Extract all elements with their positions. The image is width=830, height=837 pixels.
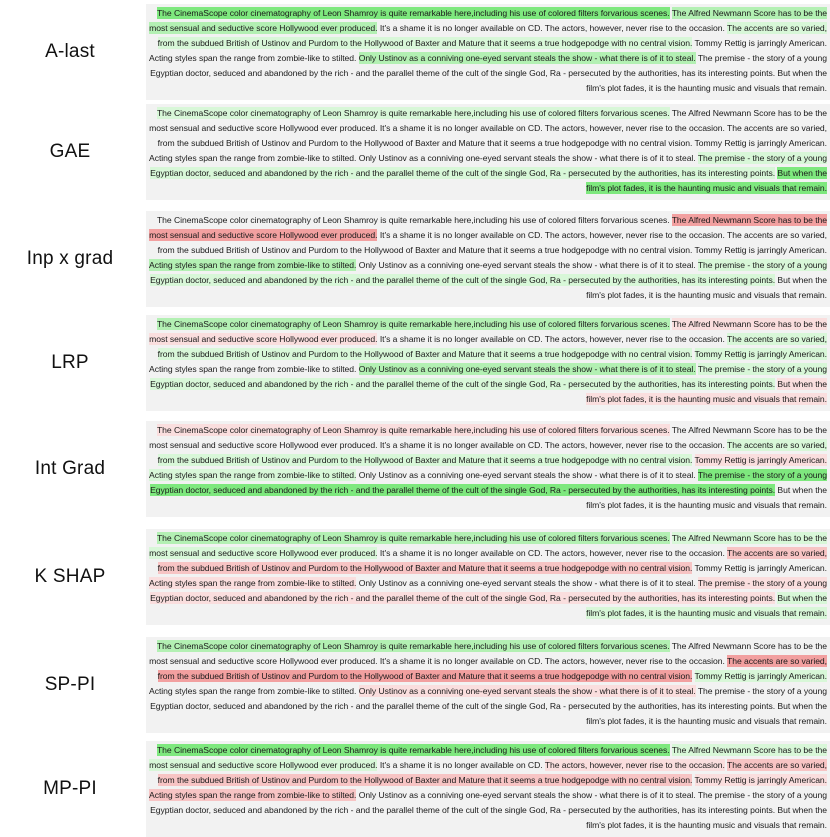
sentence-segment: Acting styles span the range from zombie-like to stilted. [149,790,357,800]
sentence-segment: Tommy Rettig is jarringly American. [694,138,827,148]
sentence-segment: The actors, however, never rise to the occasion. [544,123,725,133]
sentence-segment: Tommy Rettig is jarringly American. [694,563,827,573]
sentence-segment: The Alfred Newmann Score has to be the most sensual and seductive score Hollywood ever produced. [149,425,827,450]
highlighted-text-panel [146,637,830,733]
method-label: SP-PI [44,674,96,695]
sentence-segment: The Alfred Newmann Score has to be the most sensual and seductive score Hollywood ever produced. [149,215,827,240]
highlighted-text-panel [146,315,830,411]
sentence-segment: The accents are so varied, from the subdued British of Ustinov and Purdom to the Hollywood of Baxter and Mature that it seems a true hodgepodge with no central vision. [157,123,827,148]
sentence-segment: The CinemaScope color cinematography of Leon Shamroy is quite remarkable here,including his use of colored filters forvarious scenes. [156,533,670,543]
sentence-segment: Acting styles span the range from zombie-like to stilted. [149,686,357,696]
sentence-segment: Acting styles span the range from zombie-like to stilted. [149,153,357,163]
method-label: Inp x grad [26,248,114,269]
sentence-segment: Only Ustinov as a conniving one-eyed servant steals the show - what there is of it to steal. [358,53,696,63]
sentence-segment: The premise - the story of a young Egyptian doctor, seduced and abandoned by the rich - and the parallel theme of the cult of the single God, Ra - persecuted by the authorities, has its interesting points. [150,578,827,603]
sentence-segment: Acting styles span the range from zombie-like to stilted. [149,53,357,63]
sentence-segment: The CinemaScope color cinematography of Leon Shamroy is quite remarkable here,including his use of colored filters forvarious scenes. [156,319,670,329]
sentence-segment: Acting styles span the range from zombie-like to stilted. [149,364,357,374]
method-label: A-last [45,41,95,62]
sentence-segment: The Alfred Newmann Score has to be the most sensual and seductive score Hollywood ever produced. [149,641,827,666]
sentence-segment: Only Ustinov as a conniving one-eyed servant steals the show - what there is of it to steal. [358,686,696,696]
highlighted-text-panel [146,741,830,837]
sentence-segment: The actors, however, never rise to the occasion. [544,760,725,770]
sentence-segment: Only Ustinov as a conniving one-eyed servant steals the show - what there is of it to steal. [358,364,696,374]
sentence-segment: The Alfred Newmann Score has to be the most sensual and seductive score Hollywood ever produced. [149,319,827,344]
sentence-segment: The actors, however, never rise to the occasion. [544,548,725,558]
sentence-segment: Tommy Rettig is jarringly American. [694,245,827,255]
method-label: K SHAP [34,566,106,587]
sentence-segment: Only Ustinov as a conniving one-eyed servant steals the show - what there is of it to steal. [358,790,696,800]
sentence-segment: The actors, however, never rise to the occasion. [544,230,725,240]
method-row [0,529,830,625]
sentence-segment: It's a shame it is no longer available on CD. [379,230,543,240]
sentence-segment: The CinemaScope color cinematography of Leon Shamroy is quite remarkable here,including his use of colored filters forvarious scenes. [156,108,670,118]
sentence-segment: It's a shame it is no longer available on CD. [379,656,543,666]
sentence-segment: The Alfred Newmann Score has to be the most sensual and seductive score Hollywood ever produced. [149,533,827,558]
sentence-segment: But when the film's plot fades, it is the haunting music and visuals that remain. [586,701,827,726]
sentence-segment: Acting styles span the range from zombie-like to stilted. [149,260,357,270]
sentence-segment: The premise - the story of a young Egyptian doctor, seduced and abandoned by the rich - and the parallel theme of the cult of the single God, Ra - persecuted by the authorities, has its interesting points. [150,364,827,389]
sentence-segment: Tommy Rettig is jarringly American. [694,349,827,359]
method-row [0,741,830,837]
method-row [0,104,830,200]
method-label: LRP [51,352,89,373]
sentence-segment: It's a shame it is no longer available on CD. [379,760,543,770]
sentence-segment: Tommy Rettig is jarringly American. [694,775,827,785]
sentence-segment: Acting styles span the range from zombie-like to stilted. [149,470,357,480]
sentence-segment: The premise - the story of a young Egyptian doctor, seduced and abandoned by the rich - and the parallel theme of the cult of the single God, Ra - persecuted by the authorities, has its interesting points. [150,53,827,78]
sentence-segment: The premise - the story of a young Egyptian doctor, seduced and abandoned by the rich - and the parallel theme of the cult of the single God, Ra - persecuted by the authorities, has its interesting points. [150,686,827,711]
sentence-segment: But when the film's plot fades, it is the haunting music and visuals that remain. [586,275,827,300]
sentence-segment: The Alfred Newmann Score has to be the most sensual and seductive score Hollywood ever produced. [149,745,827,770]
sentence-segment: The premise - the story of a young Egyptian doctor, seduced and abandoned by the rich - and the parallel theme of the cult of the single God, Ra - persecuted by the authorities, has its interesting points. [150,153,827,178]
sentence-segment: Only Ustinov as a conniving one-eyed servant steals the show - what there is of it to steal. [358,578,696,588]
sentence-segment: The accents are so varied, from the subdued British of Ustinov and Purdom to the Hollywood of Baxter and Mature that it seems a true hodgepodge with no central vision. [157,656,827,681]
sentence-segment: It's a shame it is no longer available on CD. [379,123,543,133]
sentence-segment: But when the film's plot fades, it is the haunting music and visuals that remain. [586,485,827,510]
highlighted-text-panel [146,4,830,100]
sentence-segment: The accents are so varied, from the subdued British of Ustinov and Purdom to the Hollywood of Baxter and Mature that it seems a true hodgepodge with no central vision. [157,230,827,255]
sentence-segment: The actors, however, never rise to the occasion. [544,656,725,666]
method-row [0,4,830,100]
sentence-segment: But when the film's plot fades, it is the haunting music and visuals that remain. [586,168,827,193]
method-row [0,421,830,517]
method-row [0,211,830,307]
sentence-segment: The CinemaScope color cinematography of Leon Shamroy is quite remarkable here,including his use of colored filters forvarious scenes. [156,425,670,435]
sentence-segment: It's a shame it is no longer available on CD. [379,440,543,450]
method-row [0,315,830,411]
sentence-segment: Tommy Rettig is jarringly American. [694,455,827,465]
method-label: MP-PI [43,778,97,799]
sentence-segment: But when the film's plot fades, it is the haunting music and visuals that remain. [586,593,827,618]
sentence-segment: The accents are so varied, from the subdued British of Ustinov and Purdom to the Hollywood of Baxter and Mature that it seems a true hodgepodge with no central vision. [157,334,827,359]
sentence-segment: Tommy Rettig is jarringly American. [694,671,827,681]
sentence-segment: It's a shame it is no longer available on CD. [379,548,543,558]
sentence-segment: The accents are so varied, from the subdued British of Ustinov and Purdom to the Hollywood of Baxter and Mature that it seems a true hodgepodge with no central vision. [157,23,827,48]
sentence-segment: The CinemaScope color cinematography of Leon Shamroy is quite remarkable here,including his use of colored filters forvarious scenes. [156,215,670,225]
sentence-segment: The premise - the story of a young Egyptian doctor, seduced and abandoned by the rich - and the parallel theme of the cult of the single God, Ra - persecuted by the authorities, has its interesting points. [150,260,827,285]
highlighted-text-panel [146,529,830,625]
sentence-segment: The actors, however, never rise to the occasion. [544,440,725,450]
sentence-segment: The Alfred Newmann Score has to be the most sensual and seductive score Hollywood ever produced. [149,8,827,33]
sentence-segment: The premise - the story of a young Egyptian doctor, seduced and abandoned by the rich - and the parallel theme of the cult of the single God, Ra - persecuted by the authorities, has its interesting points. [150,790,827,815]
sentence-segment: It's a shame it is no longer available on CD. [379,334,543,344]
sentence-segment: The accents are so varied, from the subdued British of Ustinov and Purdom to the Hollywood of Baxter and Mature that it seems a true hodgepodge with no central vision. [157,760,827,785]
method-row [0,637,830,733]
highlighted-text-panel [146,421,830,517]
sentence-segment: But when the film's plot fades, it is the haunting music and visuals that remain. [586,805,827,830]
sentence-segment: The premise - the story of a young Egyptian doctor, seduced and abandoned by the rich - and the parallel theme of the cult of the single God, Ra - persecuted by the authorities, has its interesting points. [150,470,827,495]
sentence-segment: The CinemaScope color cinematography of Leon Shamroy is quite remarkable here,including his use of colored filters forvarious scenes. [156,8,670,18]
method-label: Int Grad [34,458,106,479]
sentence-segment: Acting styles span the range from zombie-like to stilted. [149,578,357,588]
sentence-segment: The actors, however, never rise to the occasion. [544,23,725,33]
highlighted-text-panel [146,211,830,307]
sentence-segment: But when the film's plot fades, it is the haunting music and visuals that remain. [586,379,827,404]
sentence-segment: Only Ustinov as a conniving one-eyed servant steals the show - what there is of it to steal. [358,153,696,163]
sentence-segment: Only Ustinov as a conniving one-eyed servant steals the show - what there is of it to steal. [358,470,696,480]
sentence-segment: The CinemaScope color cinematography of Leon Shamroy is quite remarkable here,including his use of colored filters forvarious scenes. [156,745,670,755]
sentence-segment: But when the film's plot fades, it is the haunting music and visuals that remain. [586,68,827,93]
sentence-segment: The actors, however, never rise to the occasion. [544,334,725,344]
method-label: GAE [49,141,91,162]
sentence-segment: The CinemaScope color cinematography of Leon Shamroy is quite remarkable here,including his use of colored filters forvarious scenes. [156,641,670,651]
sentence-segment: Tommy Rettig is jarringly American. [694,38,827,48]
sentence-segment: The accents are so varied, from the subdued British of Ustinov and Purdom to the Hollywood of Baxter and Mature that it seems a true hodgepodge with no central vision. [157,548,827,573]
sentence-segment: It's a shame it is no longer available on CD. [379,23,543,33]
highlighted-text-panel [146,104,830,200]
sentence-segment: The Alfred Newmann Score has to be the most sensual and seductive score Hollywood ever produced. [149,108,827,133]
sentence-segment: The accents are so varied, from the subdued British of Ustinov and Purdom to the Hollywood of Baxter and Mature that it seems a true hodgepodge with no central vision. [157,440,827,465]
sentence-segment: Only Ustinov as a conniving one-eyed servant steals the show - what there is of it to steal. [358,260,696,270]
